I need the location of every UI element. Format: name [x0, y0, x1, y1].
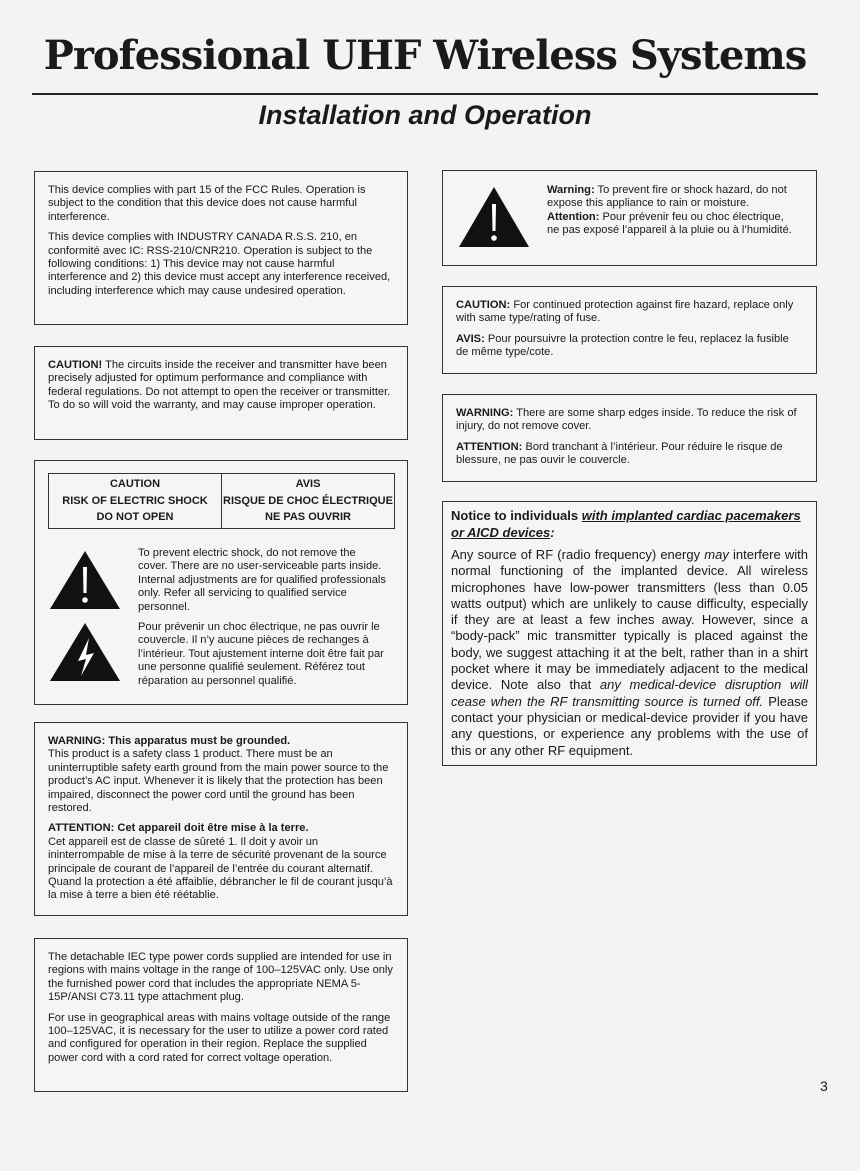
notice-body-text: interfere with normal functioning of the implanted device. All wireless microphones have low-power transmitters (less than 0.05 watts output) which are unlikely to cause difficulty, especially if they are at least a few inches away. However, since a “body-pack” mic transmitter typically is placed against the body, we suggest attaching it at the belt, rather than in a shirt pocket where it may be immediately adjacent to the medical device. Note also that [451, 547, 808, 693]
fcc-paragraph: This device complies with part 15 of the FCC Rules. Operation is subject to the condition that this device does not cause harmful interference. [48, 184, 366, 223]
fuse-lead-en: CAUTION: [456, 299, 511, 311]
caution-lead: CAUTION! [48, 359, 103, 371]
caution-text: The circuits inside the receiver and transmitter have been precisely adjusted for optimum performance and compliance with federal regulations. Do not attempt to open the receiver or transmitter. To do so will void the warranty, and may cause improper operation. [48, 359, 391, 412]
table-cell: RISK OF ELECTRIC SHOCK [62, 494, 208, 507]
notice-title-underlined: with implanted cardiac pacemakers or AICD devices [451, 508, 801, 540]
power-cord-box [34, 938, 408, 1092]
fuse-caution-box [442, 286, 817, 374]
avis-column [221, 474, 394, 528]
table-cell: RISQUE DE CHOC ÉLECTRIQUE [223, 494, 393, 507]
exclamation-warning-icon [457, 185, 531, 249]
shock-text [138, 547, 386, 688]
page-title: Professional UHF Wireless Systems [43, 32, 807, 79]
edges-text-en: There are some sharp edges inside. To reduce the risk of injury, do not remove cover. [456, 407, 797, 433]
caution-circuits-box [34, 346, 408, 440]
edges-lead-en: WARNING: [456, 407, 514, 419]
table-cell: AVIS [295, 478, 321, 491]
page-number: 3 [820, 1078, 828, 1094]
table-cell: DO NOT OPEN [96, 511, 174, 524]
caution-column [49, 474, 221, 528]
notice-title [451, 508, 808, 541]
sharp-edges-warning-box [442, 394, 817, 482]
notice-body-text: Please contact your physician or medical-device provider if you have any questions, or experience any problems with the use of this or any other RF equipment. [451, 693, 808, 758]
table-cell: CAUTION [109, 478, 161, 491]
caution-avis-table [48, 473, 395, 529]
notice-body [451, 547, 808, 759]
rain-lead-en: Warning: [547, 184, 595, 196]
pacemaker-notice-box [442, 501, 817, 766]
shock-text-fr: Pour prévenir un choc électrique, ne pas ouvrir le couvercle. Il n’y aucune pièces de rechanges à l’intérieur. Tout ajustement interne doit être fait par une personne qualifié seulement. Référez tout réparation au personnel qualifié. [138, 621, 384, 687]
fuse-lead-fr: AVIS: [456, 332, 485, 345]
fuse-text-fr: Pour poursuivre la protection contre le feu, replacez la fusible de même type/cote. [456, 332, 789, 359]
edges-text-fr: Bord tranchant à l’intérieur. Pour réduire le risque de blessure, ne pas ouvir le couvercle. [456, 440, 783, 467]
exclamation-warning-icon [48, 549, 122, 611]
rain-warning-box [442, 170, 817, 266]
power-cord-paragraph-1: The detachable IEC type power cords supplied are intended for use in regions with mains voltage in the range of 100–125VAC only. Use only the furnished power cord that includes the appropriate NEMA 5-15P/ANSI C73.11 type attachment plug. [48, 951, 393, 1004]
grounding-text-en: This product is a safety class 1 product. There must be an uninterruptible safety earth ground from the main power source to the product’s AC input. Whenever it is likely that the protection has been impaired, disconnect the power cord until the ground has been restored. [48, 748, 389, 815]
notice-body-italic: any medical-device disruption will cease when the RF transmitting source is turned off. [451, 677, 808, 709]
industry-canada-paragraph: This device complies with INDUSTRY CANADA R.S.S. 210, en conformité avec IC: RSS-210/CNR210. Operation is subject to the following conditions: 1) This device may not cause harmful interference and 2) this device must accept any interference received, including interference which may cause undesired operation. [48, 231, 391, 297]
notice-body-italic: may [704, 547, 729, 562]
grounding-text-fr: Cet appareil est de classe de sûreté 1. Il doit y avoir un ininterrompable de mise à la terre de sécurité provenant de la source principale de courant de l’appareil de l’entrée du courant alternatif. Quand la protection a été affaiblie, débrancher le fil de courant jusqu’à la mise à terre a bien été réétablie. [48, 835, 393, 902]
electric-shock-box [34, 460, 408, 705]
fcc-compliance-box [34, 171, 408, 325]
lightning-warning-icon [48, 621, 122, 683]
rain-lead-fr: Attention: [547, 210, 600, 223]
power-cord-paragraph-2: For use in geographical areas with mains voltage outside of the range 100–125VAC, it is necessary for the user to utilize a power cord rated and configured for operation in their region. Replace the supplied power cord with a cord rated for correct voltage operation. [48, 1011, 391, 1064]
rain-text [547, 184, 797, 238]
shock-text-en: To prevent electric shock, do not remove the cover. There are no user-serviceable parts inside. Internal adjustments are for qualified professionals only. Refer all servicing to qualified service personnel. [138, 547, 386, 613]
table-cell: NE PAS OUVRIR [265, 511, 351, 524]
fuse-text-en: For continued protection against fire hazard, replace only with same type/rating of fuse. [456, 299, 794, 325]
grounding-lead-en: WARNING: This apparatus must be grounded. [48, 735, 291, 747]
rain-text-en: To prevent fire or shock hazard, do not expose this appliance to rain or moisture. [547, 184, 787, 210]
notice-title-text: Notice to individuals [451, 508, 582, 523]
notice-body-text: Any source of RF (radio frequency) energy [451, 547, 705, 562]
grounding-warning-box [34, 722, 408, 916]
grounding-lead-fr: ATTENTION: Cet appareil doit être mise à la terre. [48, 822, 309, 835]
page-subtitle: Installation and Operation [258, 100, 592, 130]
notice-title-end: : [550, 524, 555, 540]
title-rule [32, 93, 818, 95]
edges-lead-fr: ATTENTION: [456, 440, 523, 453]
rain-text-fr: Pour prévenir feu ou choc électrique, ne pas exposé l’appareil à la pluie ou à l’humidité. [547, 210, 792, 237]
